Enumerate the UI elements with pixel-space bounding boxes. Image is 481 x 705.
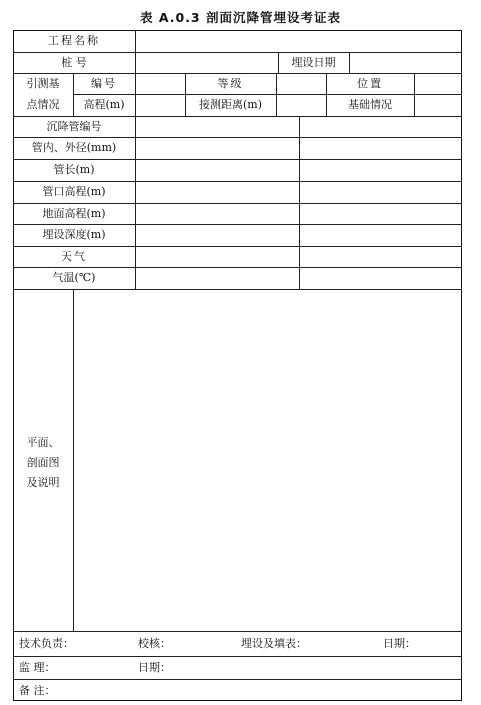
pipe-no-label: 沉降管编号: [46, 120, 102, 133]
connect-distance-label: 接测距离(m): [198, 98, 262, 111]
check-label: 校核：: [138, 637, 171, 650]
elevation-label: 高程(m): [83, 98, 125, 111]
remarks-label: 备 注：: [19, 684, 56, 697]
tech-lead-label: 技术负责：: [19, 637, 74, 650]
row-rule: [13, 267, 462, 268]
row-rule: [13, 181, 462, 182]
drawing-label-line3: 及说明: [26, 476, 60, 489]
pipe-diameter-label: 管内、外径(mm): [31, 141, 117, 154]
row-rule: [13, 289, 462, 290]
table-title: 表 A.0.3 剖面沉降管埋设考证表: [139, 10, 341, 25]
foundation-label: 基础情况: [348, 98, 392, 111]
pile-no-label: 桩 号: [61, 56, 87, 69]
ref-point-label-line1: 引测基: [26, 77, 60, 90]
mouth-elevation-label: 管口高程(m): [42, 185, 106, 198]
drawing-label-line1: 平面、: [26, 436, 60, 449]
row-rule: [13, 656, 462, 657]
row-rule: [13, 203, 462, 204]
row-rule: [13, 631, 462, 632]
temperature-label: 气温(℃): [52, 271, 96, 284]
row-rule: [13, 159, 462, 160]
position-label: 位置: [357, 77, 383, 90]
bury-depth-label: 埋设深度(m): [42, 228, 106, 241]
filler-label: 埋设及填表：: [241, 637, 307, 650]
row-rule: [13, 246, 462, 247]
bury-date-label: 埋设日期: [291, 56, 336, 69]
number-label: 编号: [91, 77, 117, 90]
grade-label: 等级: [217, 77, 244, 90]
row-rule: [13, 52, 462, 53]
column-rule: [299, 116, 300, 289]
ground-elevation-label: 地面高程(m): [42, 207, 106, 220]
row-rule: [13, 137, 462, 138]
row-rule: [73, 94, 462, 95]
weather-label: 天气: [61, 250, 87, 263]
project-name-label: 工程名称: [48, 34, 100, 47]
row-rule: [13, 73, 462, 74]
pipe-length-label: 管长(m): [53, 163, 95, 176]
row-rule: [13, 224, 462, 225]
column-rule: [135, 30, 136, 289]
column-rule: [414, 73, 415, 116]
column-rule: [349, 52, 350, 73]
column-rule: [276, 73, 277, 116]
column-rule: [73, 289, 74, 631]
supervisor-label: 监 理：: [19, 661, 56, 674]
supervisor-date-label: 日期：: [138, 661, 171, 674]
row-rule: [13, 679, 462, 680]
ref-point-label-line2: 点情况: [26, 98, 60, 111]
row-rule: [13, 116, 462, 117]
drawing-label-line2: 剖面图: [26, 456, 60, 469]
date-label: 日期：: [383, 637, 416, 650]
